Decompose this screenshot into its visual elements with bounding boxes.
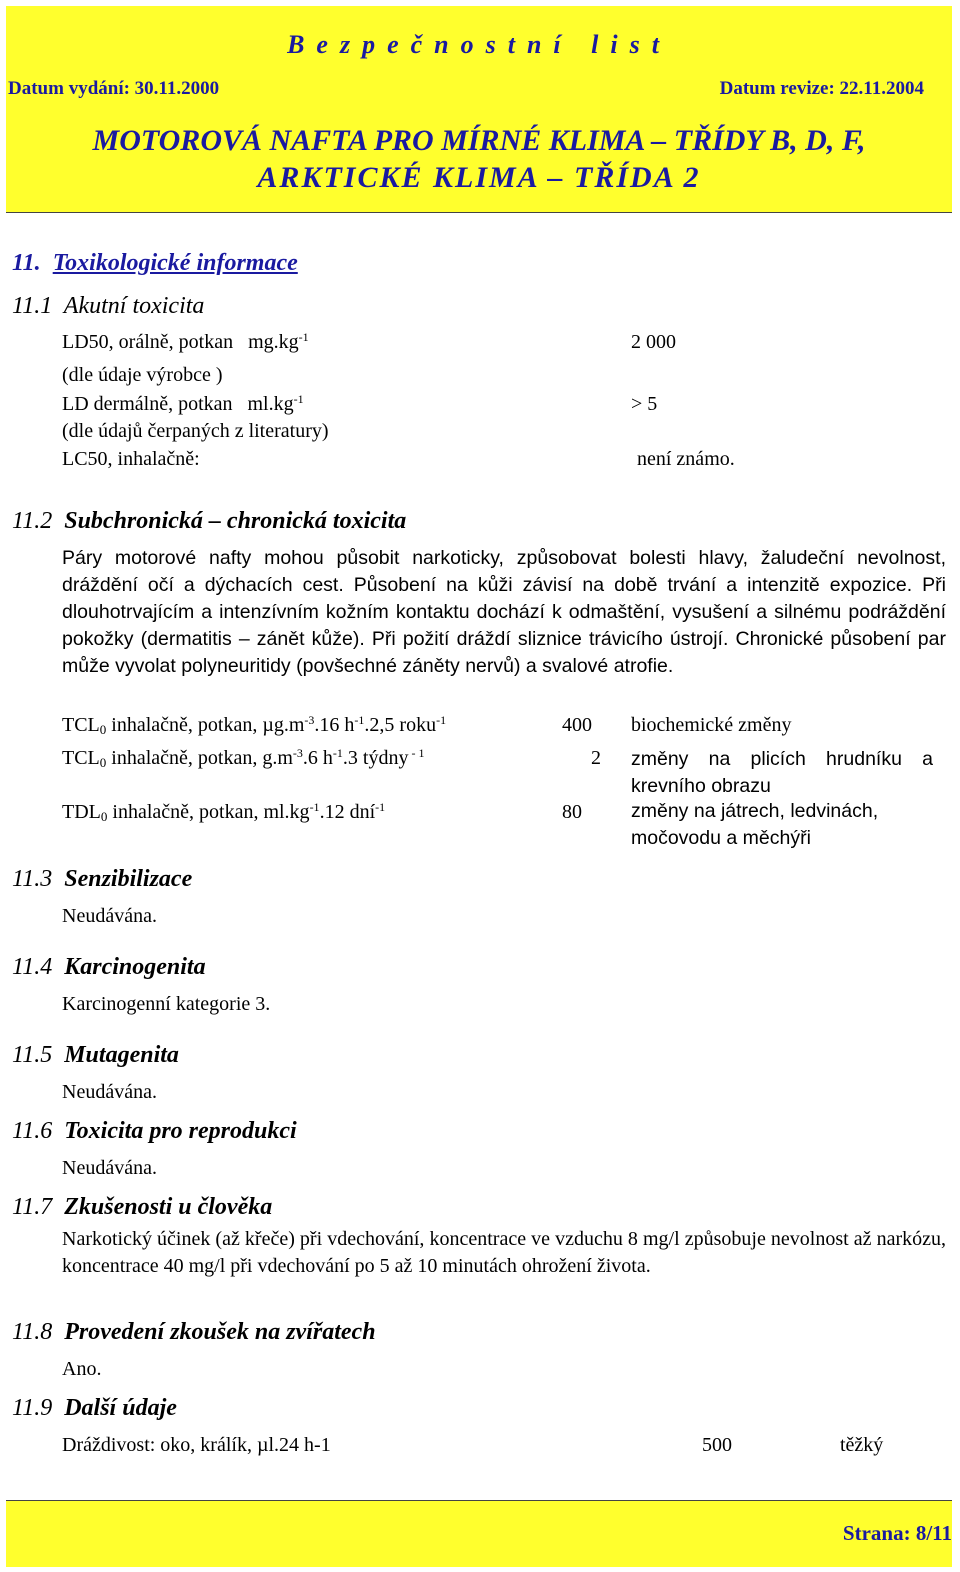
subsection-heading [12,1194,272,1221]
chronic-row-2-value: 2 [591,747,601,769]
acute-row-1-note: (dle údaje výrobce ) [62,364,223,386]
product-name-line1: MOTOROVÁ NAFTA PRO MÍRNÉ KLIMA – TŘÍDY B, D, F, [92,124,866,157]
section-heading [12,250,298,277]
row-label-part: .16 h [314,714,355,736]
row-label-part: TCL [62,747,100,769]
row-unit: ml.kg [247,393,294,415]
reproduction-toxicity-text: Neudávána. [62,1157,157,1179]
page-number: Strana: 8/11 [842,1521,952,1545]
subsection-heading [12,508,406,535]
row-exponent: - 1 [408,746,425,760]
chronic-row-1-value: 400 [562,714,592,736]
row-exponent: -1 [375,800,386,814]
subsection-number: 11.1 [12,293,53,319]
issue-date: Datum vydání: 30.11.2000 [8,78,220,99]
subsection-number: 11.7 [12,1194,53,1220]
subsection-title: Provedení zkoušek na zvířatech [64,1319,376,1345]
sensitization-text: Neudávána. [62,905,157,927]
chronic-row-2-effect: změny na plicích hrudníku a krevního obrazu [631,748,933,797]
row-unit: mg.kg [248,331,299,353]
acute-row-2-label [62,393,304,416]
subsection-heading [12,954,206,981]
row-exponent: -1 [436,713,447,727]
acute-row-2-value: > 5 [631,393,658,415]
chronic-row-3-effect-line2: močovodu a měchýři [631,827,811,849]
chronic-row-1-effect: biochemické změny [631,714,792,736]
subsection-heading [12,1042,179,1069]
irritancy-value: 500 [702,1434,732,1456]
subsection-number: 11.2 [12,508,53,534]
chronic-row-1-label [62,714,446,737]
product-name-line2: ARKTICKÉ KLIMA – TŘÍDA 2 [257,161,701,194]
chronic-toxicity-paragraph: Páry motorové nafty mohou působit narkoticky, způsobovat bolesti hlavy, žaludeční nevolnost, dráždění očí a dýchacích cest. Působení na kůži závisí na době trvání a intenzitě expozice. Při dlouhotrvajícím a intenzívním kožním kontaktu dochází k odmaštění, vysušení a silnému podráždění pokožky (dermatitis – zánět kůže). Při požití dráždí sliznice trávicího ústrojí. Chronické působení par může vyvolat polyneuritidy (povšechné záněty nervů) a svalové atrofie. [62,547,946,677]
subsection-number: 11.4 [12,954,53,980]
row-unit-exponent: -1 [298,330,309,344]
acute-row-1-value: 2 000 [631,331,676,353]
revision-date: Datum revize: 22.11.2004 [719,78,924,99]
row-exponent: -1 [332,746,343,760]
subsection-heading [12,293,204,320]
acute-row-1-label [62,331,309,354]
subsection-heading [12,1395,177,1422]
subsection-heading [12,1118,297,1145]
row-unit-exponent: -1 [293,392,304,406]
animal-testing-text: Ano. [62,1358,102,1380]
subsection-title: Zkušenosti u člověka [64,1194,273,1220]
row-label-part: TDL [62,801,101,823]
row-label-part: inhalačně, potkan, g.m [106,747,293,769]
document-title: Bezpečnostní list [287,30,671,59]
row-subscript: 0 [100,809,108,824]
subsection-number: 11.9 [12,1395,53,1421]
row-label-part: .6 h [302,747,333,769]
subsection-title: Další údaje [64,1395,177,1421]
row-label-part: inhalačně, potkan, ml.kg [107,801,310,823]
subsection-title: Subchronická – chronická toxicita [64,508,407,534]
subsection-number: 11.8 [12,1319,53,1345]
acute-row-3-value: není známo. [637,448,735,470]
row-label: LD50, orálně, potkan [62,331,234,353]
subsection-number: 11.5 [12,1042,53,1068]
row-subscript: 0 [99,755,107,770]
section-number: 11. [12,250,41,276]
subsection-number: 11.6 [12,1118,53,1144]
subsection-title: Toxicita pro reprodukci [64,1118,297,1144]
irritancy-label: Dráždivost: oko, králík, µl.24 h-1 [62,1434,331,1456]
row-exponent: -3 [292,746,303,760]
acute-row-3-label: LC50, inhalačně: [62,448,200,470]
row-subscript: 0 [99,722,107,737]
acute-row-2-note: (dle údajů čerpaných z literatury) [62,420,329,442]
irritancy-result: těžký [840,1434,884,1456]
section-title-link[interactable]: Toxikologické informace [52,250,298,276]
mutagenicity-text: Neudávána. [62,1081,157,1103]
carcinogenicity-text: Karcinogenní kategorie 3. [62,993,271,1015]
subsection-title: Mutagenita [64,1042,179,1068]
row-exponent: -3 [304,713,315,727]
subsection-title: Karcinogenita [64,954,206,980]
chronic-row-2-label [62,747,424,770]
subsection-number: 11.3 [12,866,53,892]
human-experience-paragraph: Narkotický účinek (až křeče) při vdechování, koncentrace ve vzduchu 8 mg/l způsobuje nevolnost až narkózu, koncentrace 40 mg/l při vdechování po 5 až 10 minutách ohrožení života. [62,1228,946,1277]
footer-banner [6,1500,952,1567]
row-label-part: .2,5 roku [364,714,437,736]
chronic-row-3-label [62,801,385,824]
chronic-row-3-effect-line1: změny na játrech, ledvinách, [631,800,879,822]
row-label-part: .12 dní [319,801,376,823]
row-label-part: inhalačně, potkan, µg.m [106,714,305,736]
row-label-part: TCL [62,714,100,736]
subsection-title: Senzibilizace [64,866,193,892]
subsection-heading [12,1319,376,1346]
chronic-row-3-value: 80 [562,801,582,823]
header-banner [6,6,952,213]
subsection-title: Akutní toxicita [63,293,205,319]
row-label-part: .3 týdny [342,747,409,769]
row-exponent: -1 [354,713,365,727]
row-exponent: -1 [309,800,320,814]
subsection-heading [12,866,192,893]
row-label: LD dermálně, potkan [62,393,233,415]
